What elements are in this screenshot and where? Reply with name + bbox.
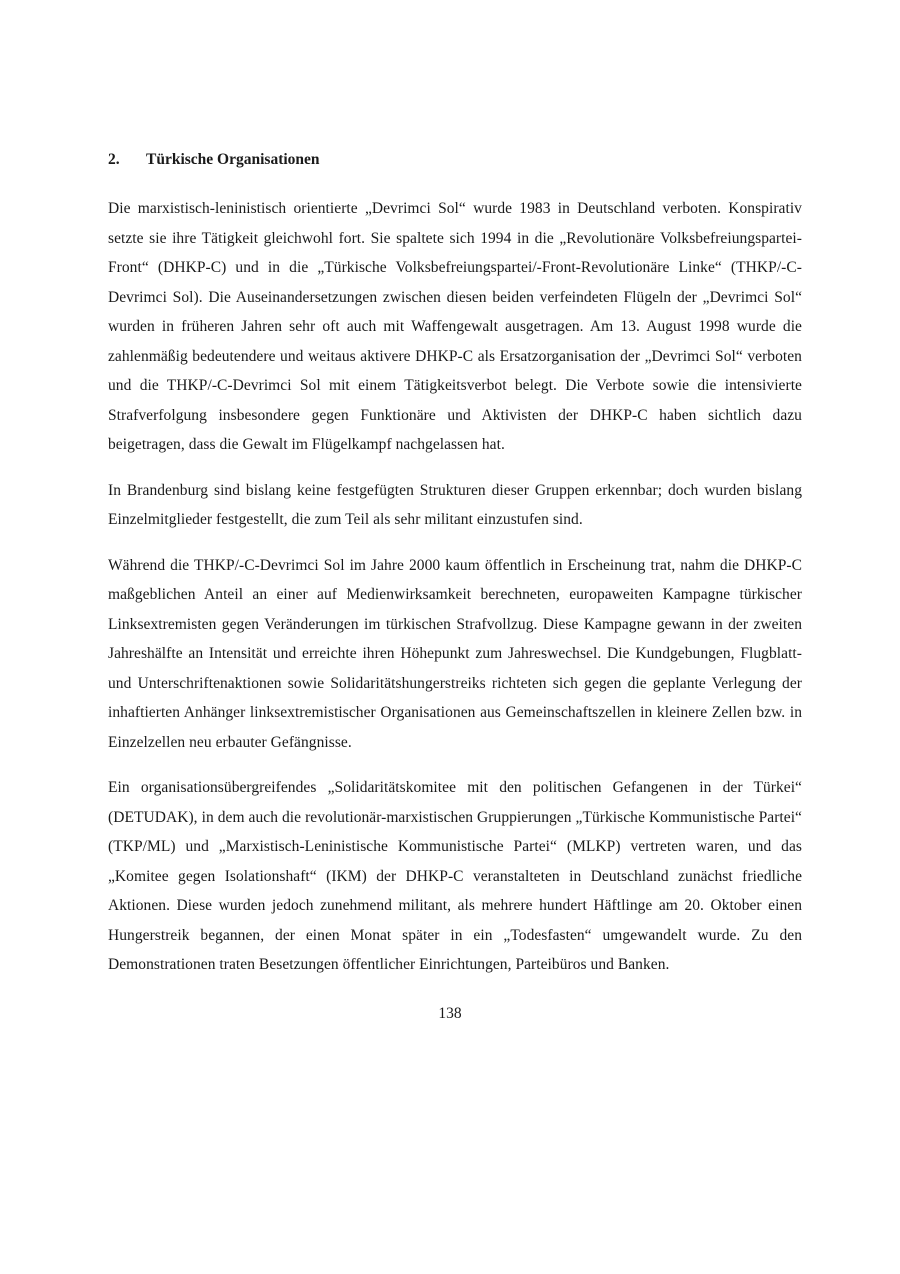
page-number: 138 (438, 1005, 462, 1022)
paragraph-kampagne: Während die THKP/-C-Devrimci Sol im Jahre 2000 kaum öffentlich in Erscheinung trat, nahm die DHKP-C maßgeblichen Anteil an einer auf Medienwirksamkeit berechneten, europaweiten Kampagne türkischer Linksextremisten gegen Veränderungen im türkischen Strafvollzug. Diese Kampagne gewann in der zweiten Jahreshälfte an Intensität und erreichte ihren Höhepunkt zum Jahreswechsel. Die Kundgebungen, Flugblatt- und Unterschriftenaktionen sowie Solidaritätshungerstreiks richteten sich gegen die geplante Verlegung der inhaftierten Anhänger linksextremistischer Organisationen aus Gemeinschaftszellen in kleinere Zellen bzw. in Einzelzellen neu erbauter Gefängnisse. (108, 556, 802, 751)
section-heading (108, 150, 802, 170)
paragraph-brandenburg: In Brandenburg sind bislang keine festgefügten Strukturen dieser Gruppen erkennbar; doch wurden bislang Einzelmitglieder festgestellt, die zum Teil als sehr militant einzustufen sind. (108, 481, 802, 528)
document-page (108, 150, 802, 996)
section-title: Türkische Organisationen (146, 151, 320, 168)
section-number: 2. (108, 151, 120, 168)
paragraph-devrimci-sol: Die marxistisch-leninistisch orientierte „Devrimci Sol“ wurde 1983 in Deutschland verboten. Konspirativ setzte sie ihre Tätigkeit gleichwohl fort. Sie spaltete sich 1994 in die „Revolutionäre Volksbefreiungspartei-Front“ (DHKP-C) und in die „Türkische Volksbefreiungspartei/-Front-Revolutionäre Linke“ (THKP/-C-Devrimci Sol). Die Auseinandersetzungen zwischen diesen beiden verfeindeten Flügeln der „Devrimci Sol“ wurden in früheren Jahren sehr oft auch mit Waffengewalt ausgetragen. Am 13. August 1998 wurde die zahlenmäßig bedeutendere und weitaus aktivere DHKP-C als Ersatzorganisation der „Devrimci Sol“ verboten und die THKP/-C-Devrimci Sol mit einem Tätigkeitsverbot belegt. Die Verbote sowie die intensivierte Strafverfolgung insbesondere gegen Funktionäre und Aktivisten der DHKP-C haben sichtlich dazu beigetragen, dass die Gewalt im Flügelkampf nachgelassen hat. (108, 200, 802, 453)
paragraph-detudak: Ein organisationsübergreifendes „Solidaritätskomitee mit den politischen Gefangenen in der Türkei“ (DETUDAK), in dem auch die revolutionär-marxistischen Gruppierungen „Türkische Kommunistische Partei“ (TKP/ML) und „Marxistisch-Leninistische Kommunistische Partei“ (MLKP) vertreten waren, und das „Komitee gegen Isolationshaft“ (IKM) der DHKP-C veranstalteten in Deutschland zunächst friedliche Aktionen. Diese wurden jedoch zunehmend militant, als mehrere hundert Häftlinge am 20. Oktober einen Hungerstreik begannen, der einen Monat später in ein „Todesfasten“ umgewandelt wurde. Zu den Demonstrationen traten Besetzungen öffentlicher Einrichtungen, Parteibüros und Banken. (108, 779, 802, 973)
